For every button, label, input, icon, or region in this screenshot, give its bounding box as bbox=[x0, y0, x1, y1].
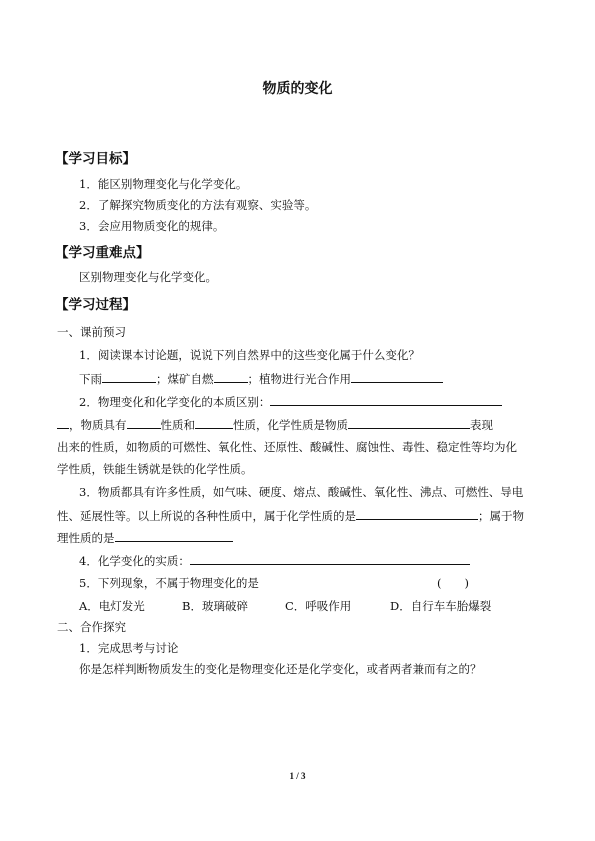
answer-blank[interactable] bbox=[195, 417, 233, 429]
objective-item-2: 2．了解探究物质变化的方法有观察、实验等。 bbox=[79, 198, 317, 212]
question-1: 1．阅读课本讨论题，说说下列自然界中的这些变化属于什么变化？ bbox=[79, 348, 420, 362]
answer-blank[interactable] bbox=[356, 508, 478, 520]
answer-blank[interactable] bbox=[348, 417, 470, 429]
q3-text: 性、延展性等。以上所说的各种性质中，属于化学性质的是 bbox=[57, 509, 356, 523]
option-c: C．呼吸作用 bbox=[285, 599, 352, 613]
section-heading-process: 【学习过程】 bbox=[55, 297, 136, 313]
answer-blank[interactable] bbox=[214, 371, 248, 383]
q2-text: ，物质具有 bbox=[69, 418, 127, 432]
q2-text: 2．物理变化和化学变化的本质区别： bbox=[79, 395, 271, 409]
question-3-line1: 3．物质都具有许多性质，如气味、硬度、熔点、酸碱性、氧化性、沸点、可燃性、导电 bbox=[79, 485, 524, 499]
page-number: 1 / 3 bbox=[289, 771, 306, 781]
section-heading-objectives: 【学习目标】 bbox=[55, 151, 136, 167]
objective-item-1: 1．能区别物理变化与化学变化。 bbox=[79, 177, 248, 191]
key-points-text: 区别物理变化与化学变化。 bbox=[79, 270, 217, 284]
answer-blank[interactable] bbox=[57, 417, 69, 429]
question-3-line3 bbox=[57, 530, 233, 545]
answer-blank[interactable] bbox=[102, 371, 156, 383]
q2-text: 性质，化学性质是物质 bbox=[233, 418, 348, 432]
q3-text: 理性质的是 bbox=[57, 531, 115, 545]
q1-label-photosynthesis: ；植物进行光合作用 bbox=[247, 372, 351, 386]
page-title: 物质的变化 bbox=[262, 81, 333, 97]
question-2-line1 bbox=[79, 394, 502, 409]
cooperation-question: 你是怎样判断物质发生的变化是物理变化还是化学变化，或者两者兼而有之的？ bbox=[79, 662, 482, 676]
question-2-line3: 出来的性质，如物质的可燃性、氧化性、还原性、酸碱性、腐蚀性、毒性、稳定性等均为化 bbox=[57, 440, 517, 454]
q1-label-rain: 下雨 bbox=[79, 372, 102, 386]
option-a: A．电灯发光 bbox=[79, 599, 145, 613]
q4-text: 4．化学变化的实质： bbox=[79, 554, 190, 568]
question-5-answer-paren: ( ) bbox=[437, 576, 469, 590]
part-heading-cooperation: 二、合作探究 bbox=[57, 620, 126, 634]
question-4 bbox=[79, 553, 470, 568]
answer-blank[interactable] bbox=[351, 371, 443, 383]
option-b: B．玻璃破碎 bbox=[182, 599, 248, 613]
option-d: D．自行车车胎爆裂 bbox=[390, 599, 492, 613]
answer-blank[interactable] bbox=[190, 553, 470, 565]
question-2-line4: 学性质，铁能生锈就是铁的化学性质。 bbox=[57, 462, 253, 476]
question-1-answers bbox=[79, 371, 443, 386]
q1-label-coal: ；煤矿自燃 bbox=[156, 372, 214, 386]
cooperation-task-1: 1．完成思考与讨论 bbox=[79, 641, 179, 655]
part-heading-preview: 一、课前预习 bbox=[57, 325, 126, 339]
q2-text: 性质和 bbox=[160, 418, 195, 432]
answer-blank[interactable] bbox=[127, 417, 161, 429]
section-heading-key-points: 【学习重难点】 bbox=[55, 245, 150, 261]
question-5: 5．下列现象，不属于物理变化的是 bbox=[79, 576, 259, 590]
question-3-line2 bbox=[57, 508, 524, 523]
q3-text: ；属于物 bbox=[478, 509, 524, 523]
q2-text: 表现 bbox=[470, 418, 493, 432]
answer-blank[interactable] bbox=[270, 394, 502, 406]
answer-blank[interactable] bbox=[115, 530, 233, 542]
objective-item-3: 3．会应用物质变化的规律。 bbox=[79, 219, 225, 233]
question-2-line2 bbox=[57, 417, 493, 432]
